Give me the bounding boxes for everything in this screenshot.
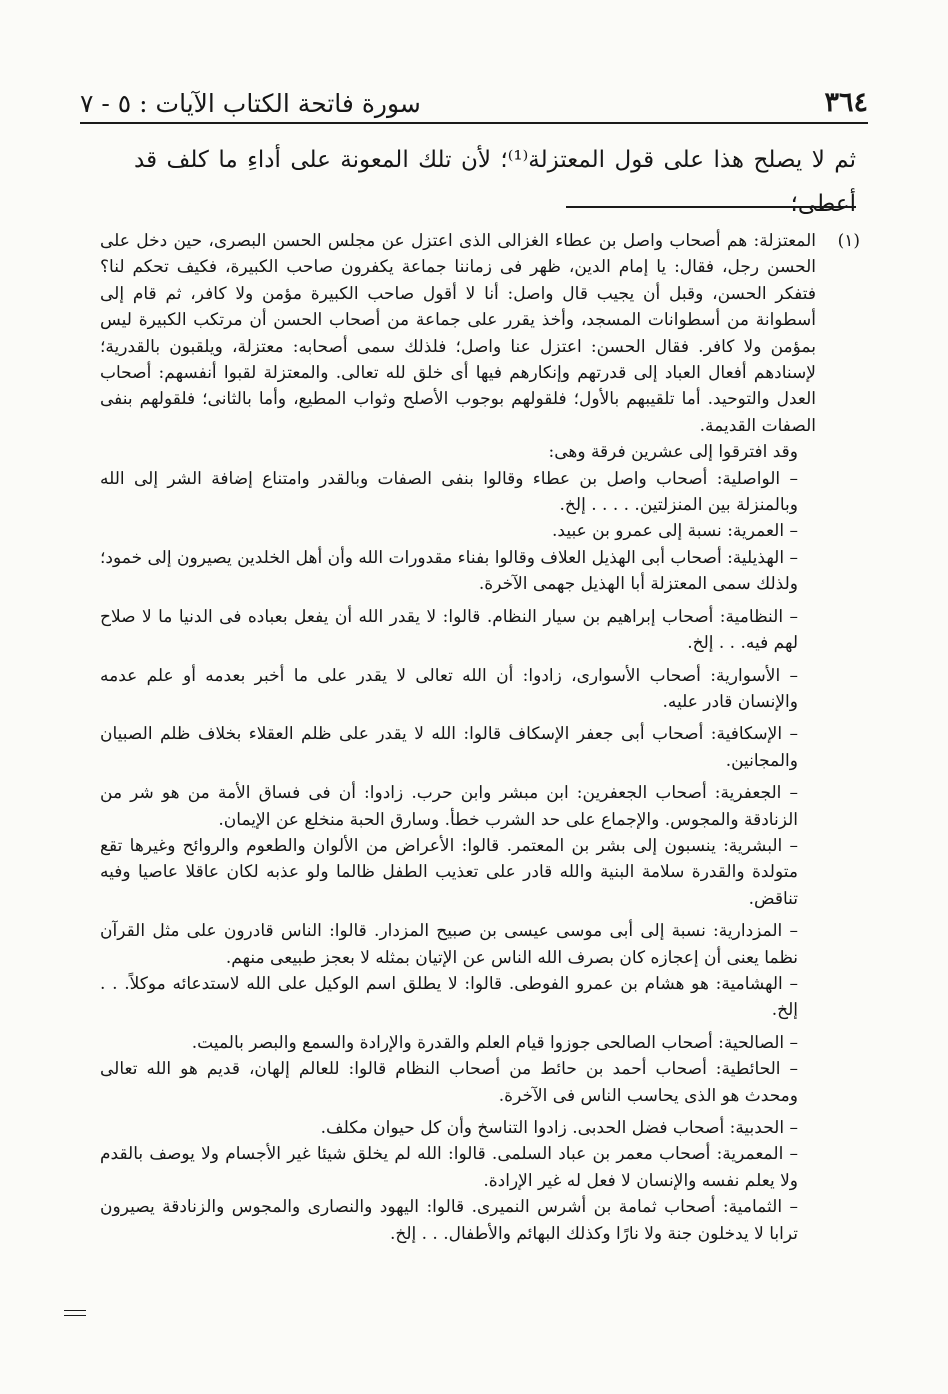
sect-muammariyya: – المعمرية: أصحاب معمر بن عباد السلمى. قالوا: الله لم يخلق شيئا غير الأجسام ولا يوصف بالقدم ولا يعلم نفسه والإنسان لا فعل له غير الإرادة. bbox=[100, 1144, 798, 1191]
footnote-paragraph: المعتزلة: هم أصحاب واصل بن عطاء الغزالى الذى اعتزل عن مجلس الحسن البصرى، حين دخل على الحسن رجل، فقال: يا إمام الدين، ظهر فى زماننا جماعة يكفرون صاحب الكبيرة، فكيف تحكم لنا؟ فتفكر الحسن، وقبل أن يجيب قال واصل: أنا لا أقول صاحب الكبيرة مؤمن ولا كافر، ثم قام إلى أسطوانة من أسطوانات المسجد، وأخذ يقرر على جماعة من أصحاب الحسن أن مرتكب الكبيرة ليس بمؤمن ولا كافر. فقال الحسن: اعتزل عنا واصل؛ فلذلك سمى أصحابه: معتزلة، ويلقبون بالقدرية؛ لإسنادهم أفعال العباد إلى قدرتهم وإنكارهم فيها أى خلق لله تعالى. والمعتزلة لقبوا أنفسهم: أصحاب العدل والتوحيد. أما تلقيبهم بالأول؛ فلقولهم بوجوب الأصلح وثواب المطيع، وأما بالثانى؛ فلقولهم بنفى الصفات القديمة. bbox=[100, 231, 816, 436]
page-header bbox=[80, 78, 868, 124]
sect-hadabiyya: – الحدبية: أصحاب فضل الحدبى. زادوا التناسخ وأن كل حيوان مكلف. bbox=[320, 1118, 798, 1138]
footnote-body bbox=[100, 228, 816, 1247]
sect-thumamiyya: – الثمامية: أصحاب ثمامة بن أشرس النميرى. قالوا: اليهود والنصارى والمجوس والزنادقة يصيرون ترابا لا يدخلون جنة ولا نارًا وكذلك البهائم والأطفال. . . إلخ. bbox=[100, 1197, 798, 1244]
sect-wasiliyya: – الواصلية: أصحاب واصل بن عطاء وقالوا بنفى الصفات وبالقدر وامتناع إضافة الشر إلى الله وبالمنزلة بين المنزلتين. . . . . إلخ. bbox=[100, 468, 798, 516]
sect-salihiyya: – الصالحية: أصحاب الصالحى جوزوا قيام العلم والقدرة والإرادة والسمع والبصر بالميت. bbox=[191, 1032, 798, 1053]
running-title: سورة فاتحة الكتاب الآيات : ٥ - ٧ bbox=[80, 89, 421, 118]
sect-hishamiyya: – الهشامية: هو هشام بن عمرو الفوطى. قالوا: لا يطلق اسم الوكيل على الله لاستدعائه موكلاً. . . إلخ. bbox=[100, 973, 798, 1021]
sect-muzdariyya: – المزدارية: نسبة إلى أبى موسى عيسى بن صبيح المزدار. قالوا: الناس قادرون على مثل القرآن نظما يعنى أن إعجازه كان بصرف الله الناس عن الإتيان بمثله لا بعجز طبيعى منهم. bbox=[100, 921, 798, 968]
footnote-marker: (١) bbox=[837, 231, 860, 251]
sect-jafariyya: – الجعفرية: أصحاب الجعفرين: ابن مبشر وابن حرب. زادوا: أن فى فساق الأمة من هو شر من الزنادقة والمجوس. والإجماع على حد الشرب خطأ. وسارق الحبة منخلع عن الإيمان. bbox=[100, 783, 798, 830]
main-text: ثم لا يصلح هذا على قول المعتزلة⁽¹⁾؛ لأن تلك المعونة على أداءِ ما كلف قد أعطى؛ bbox=[134, 147, 857, 217]
sect-amriyya: – العمرية: نسبة إلى عمرو بن عبيد. bbox=[552, 521, 798, 542]
margin-mark bbox=[64, 1310, 86, 1316]
footnote bbox=[100, 228, 860, 1247]
page-number: ٣٦٤ bbox=[824, 87, 868, 118]
footnote-separator bbox=[566, 206, 856, 208]
sect-bishriyya: – البشرية: ينسبون إلى بشر بن المعتمر. قالوا: الأعراض من الألوان والطعوم والروائح وغيرها تقع متولدة والقدرة سلامة البنية والله قادر على تعذيب الطفل ظالما ولو عذبه لكان عاقلا عاصيا وفيه تناقض. bbox=[100, 835, 798, 909]
sect-haitiyya: – الحائطية: أصحاب أحمد بن حائط من أصحاب النظام قالوا: للعالم إلهان، قديم هو الله تعالى ومحدث هو الذى يحاسب الناس فى الآخرة. bbox=[100, 1059, 798, 1106]
footnote-paragraph: وقد افترقوا إلى عشرين فرقة وهى: bbox=[548, 442, 798, 463]
sect-nazzamiyya: – النظامية: أصحاب إبراهيم بن سيار النظام. قالوا: لا يقدر الله أن يفعل بعباده فى الدنيا ما لا صلاح لهم فيه. . . إلخ. bbox=[100, 606, 798, 654]
sect-aswariyya: – الأسوارية: أصحاب الأسوارى، زادوا: أن الله تعالى لا يقدر على ما أخبر بعدمه أو علم عدمه والإنسان قادر عليه. bbox=[100, 665, 798, 712]
sect-hudhayliyya: – الهذيلية: أصحاب أبى الهذيل العلاف وقالوا بفناء مقدورات الله وأن أهل الخلدين يصيرون إلى خمود؛ ولذلك سمى المعتزلة أبا الهذيل جهمى الآخرة. bbox=[100, 547, 798, 595]
sect-iskafiyya: – الإسكافية: أصحاب أبى جعفر الإسكاف قالوا: الله لا يقدر على ظلم العقلاء بخلاف ظلم الصبيان والمجانين. bbox=[100, 724, 798, 771]
